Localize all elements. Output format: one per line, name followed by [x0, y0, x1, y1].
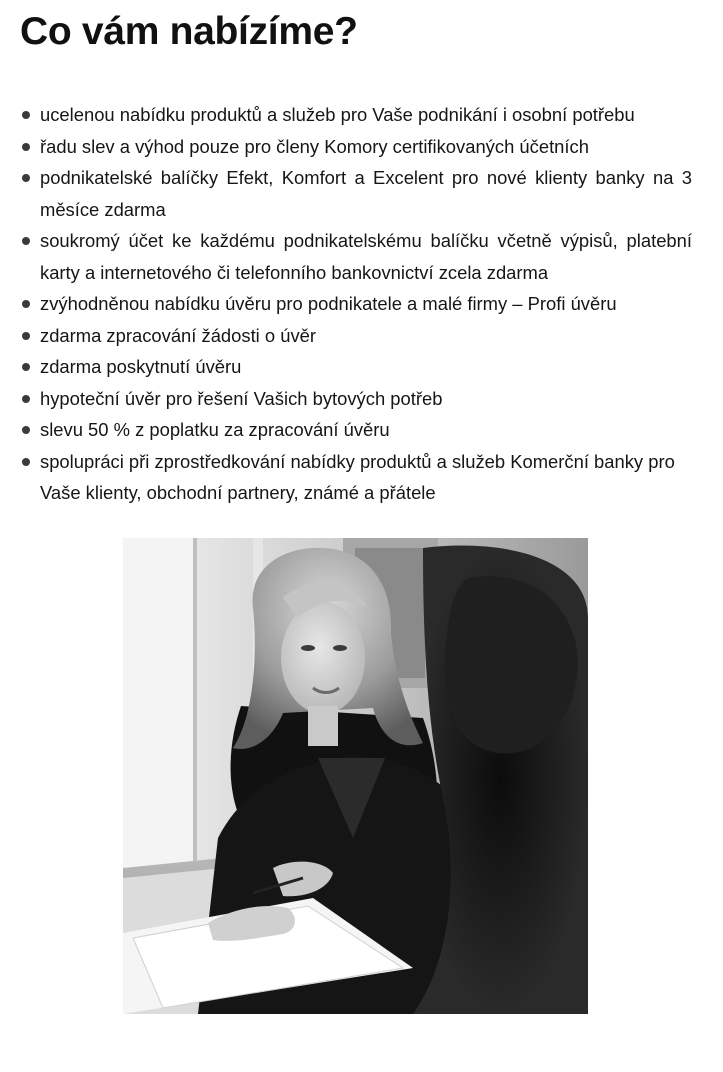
list-item-text: řadu slev a výhod pouze pro členy Komory certifikovaných účetních	[40, 135, 589, 157]
list-item-text: zvýhodněnou nabídku úvěru pro podnikatele a malé firmy – Profi úvěru	[40, 293, 617, 314]
bullet-icon	[22, 426, 30, 434]
bullet-icon	[22, 111, 30, 119]
list-item-text: podnikatelské balíčky Efekt, Komfort a Excelent pro nové klienty banky na 3 měsíce zdarma	[40, 167, 692, 220]
bullet-icon	[22, 237, 30, 245]
bullet-icon	[22, 363, 30, 371]
list-item	[20, 383, 692, 415]
list-item-text: ucelenou nabídku produktů a služeb pro Vaše podnikání i osobní potřebu	[40, 104, 635, 125]
bullet-icon	[22, 332, 30, 340]
list-item-text: soukromý účet ke každému podnikatelskému balíčku včetně výpisů, platební karty a internetového či telefonního bankovnictví zcela zdarma	[40, 230, 692, 283]
photo-businesswoman-consultation-icon	[123, 538, 588, 1014]
list-item	[20, 225, 692, 288]
list-item-text: zdarma poskytnutí úvěru	[40, 356, 242, 377]
list-item	[20, 320, 692, 352]
bullet-icon	[22, 300, 30, 308]
list-item-text: hypoteční úvěr pro řešení Vašich bytových potřeb	[40, 387, 443, 409]
list-item	[20, 288, 692, 320]
list-item	[20, 99, 692, 131]
bullet-icon	[22, 458, 30, 466]
list-item-text: spolupráci při zprostředkování nabídky produktů a služeb Komerční banky pro Vaše klienty, obchodní partnery, známé a přátele	[40, 450, 675, 503]
list-item	[20, 446, 692, 509]
bullet-icon	[22, 143, 30, 151]
bullet-icon	[22, 174, 30, 182]
page-title: Co vám nabízíme?	[20, 10, 358, 53]
list-item-text: slevu 50 % z poplatku za zpracování úvěru	[40, 419, 390, 440]
bullet-icon	[22, 395, 30, 403]
list-item-text: zdarma zpracování žádosti o úvěr	[40, 324, 316, 346]
offer-list	[20, 99, 692, 509]
list-item	[20, 414, 692, 446]
list-item	[20, 351, 692, 383]
list-item	[20, 162, 692, 225]
list-item	[20, 131, 692, 163]
businesswoman-photo	[123, 538, 588, 1014]
